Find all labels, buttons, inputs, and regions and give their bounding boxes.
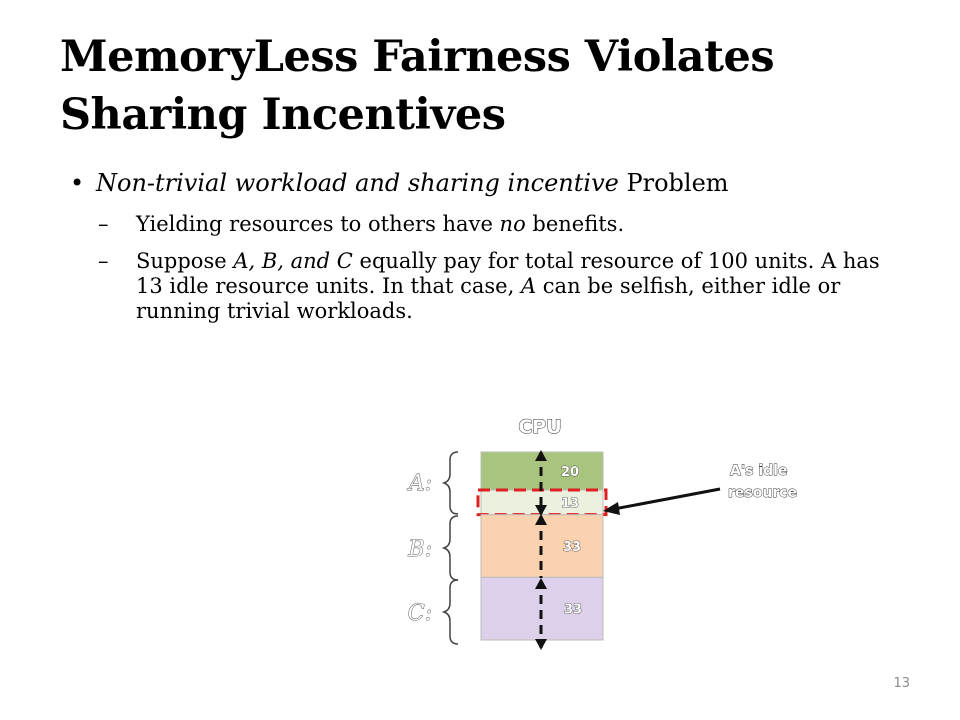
page-number: 13: [893, 676, 910, 691]
user-label-a: A:: [408, 471, 432, 496]
sub2-i2: A: [520, 274, 537, 298]
bullet-main-rest: Problem: [618, 169, 729, 197]
bullet-main-italic: Non-trivial workload and sharing incentive: [96, 169, 619, 197]
bullet-dot: •: [70, 169, 85, 197]
cpu-segment-label: 20: [560, 464, 580, 480]
user-label-c: C:: [407, 601, 432, 626]
callout-arrow: [603, 489, 720, 515]
sub2-t1: Suppose: [136, 249, 234, 273]
sub2-t3: can be selfish, either idle or running trivial workloads.: [136, 274, 841, 323]
user-brace-b: [444, 516, 458, 580]
user-label-b: B:: [408, 537, 432, 562]
cpu-segment-label: 13: [560, 496, 580, 512]
sub2-t2: equally pay for total resource of 100 units. A has 13 idle resource units. In that case,: [136, 249, 880, 298]
user-brace-c: [444, 580, 458, 644]
sub1-after: benefits.: [525, 212, 625, 236]
callout-label: A's idle resource: [728, 463, 798, 501]
sub-bullet-dash: –: [98, 212, 109, 236]
sub-bullet-dash: –: [98, 249, 109, 273]
user-brace-a: [444, 452, 458, 514]
cpu-segment-label: 33: [562, 540, 582, 555]
sub2-i1: A, B, and C: [233, 249, 353, 273]
cpu-segment-label: 33: [563, 602, 583, 618]
sub1-before: Yielding resources to others have: [136, 212, 500, 236]
slide-title: MemoryLess Fairness Violates Sharing Incentives: [60, 32, 775, 140]
sub1-italic: no: [499, 212, 526, 236]
cpu-column-label: CPU: [518, 416, 562, 438]
